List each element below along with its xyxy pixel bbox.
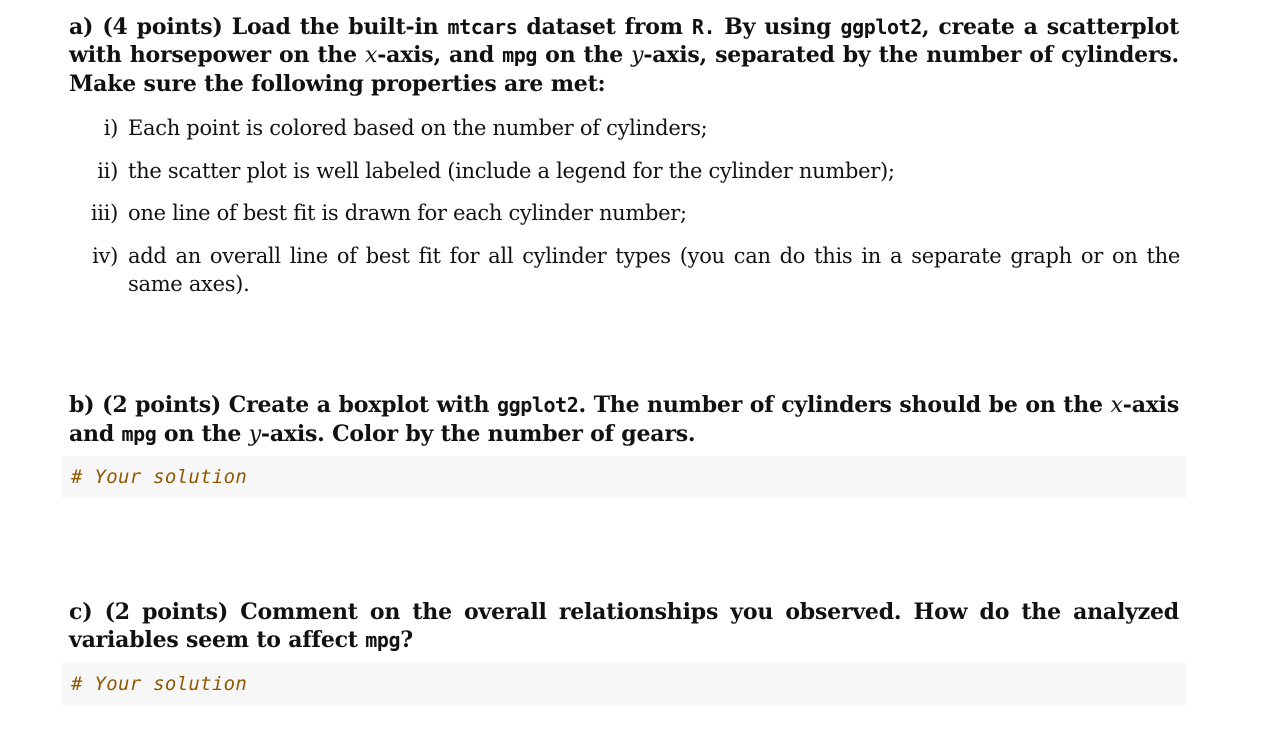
package-name: ggplot2 xyxy=(840,15,922,39)
list-item xyxy=(80,114,1180,142)
list-item-text: one line of best fit is drawn for each cylinder number; xyxy=(128,201,687,225)
part-c-label: c) xyxy=(69,599,93,625)
mpg-code: mpg xyxy=(365,628,401,652)
list-item-text: the scatter plot is well labeled (include a legend for the cylinder number); xyxy=(128,159,895,183)
part-b-question xyxy=(69,391,1179,449)
part-a-text: , create a scatterplot with horsepower on the xyxy=(69,14,1180,68)
part-a-text: dataset from xyxy=(526,14,683,40)
part-a-points: (4 points) xyxy=(102,14,223,40)
part-b-text: -axis and xyxy=(69,392,1180,447)
list-item-text: add an overall line of best fit for all cylinder types (you can do this in a separate graph or on the same axes). xyxy=(128,244,1180,296)
mpg-code: mpg xyxy=(121,422,157,446)
part-c-points: (2 points) xyxy=(104,599,229,625)
part-c-question xyxy=(69,598,1179,654)
part-b-points: (2 points) xyxy=(102,392,222,418)
part-b-text: -axis. Color by the number of gears. xyxy=(260,421,696,447)
code-comment: # Your solution xyxy=(71,673,248,695)
part-b-label: b) xyxy=(69,392,95,418)
list-item xyxy=(80,157,1180,185)
code-cell[interactable] xyxy=(62,456,1186,498)
math-x: x xyxy=(364,43,378,68)
part-c-text: Comment on the overall relationships you observed. How do the analyzed variables seem to affect xyxy=(69,599,1179,653)
list-marker: iii) xyxy=(90,201,118,225)
math-y: y xyxy=(248,422,261,447)
part-a-label: a) xyxy=(69,14,94,40)
code-comment: # Your solution xyxy=(71,466,248,488)
part-a-text: -axis, and xyxy=(377,42,495,68)
part-b-text: on the xyxy=(163,421,242,447)
part-a-text: -axis, separated by the number of cylinders. Make sure the following properties are met: xyxy=(69,42,1180,97)
part-b-text: Create a boxplot with xyxy=(228,392,490,418)
dataset-name: mtcars xyxy=(447,15,518,39)
code-cell[interactable] xyxy=(62,663,1186,705)
part-b-text: . The number of cylinders should be on the xyxy=(578,392,1103,418)
part-a-text: Load the built-in xyxy=(231,14,439,40)
math-y: y xyxy=(631,43,644,68)
list-item-text: Each point is colored based on the number of cylinders; xyxy=(128,116,708,140)
part-c-text: ? xyxy=(400,627,413,653)
list-marker: i) xyxy=(103,116,118,140)
mpg-code: mpg xyxy=(502,43,538,67)
part-a-question xyxy=(69,13,1179,98)
list-item xyxy=(80,199,1180,227)
math-x: x xyxy=(1110,393,1123,418)
list-item xyxy=(80,242,1180,298)
package-name: ggplot2 xyxy=(496,393,579,417)
language-name: R. xyxy=(691,15,716,39)
part-a-text: By using xyxy=(724,14,832,40)
list-marker: iv) xyxy=(92,244,118,268)
part-a-text: on the xyxy=(545,42,623,68)
list-marker: ii) xyxy=(97,159,118,183)
